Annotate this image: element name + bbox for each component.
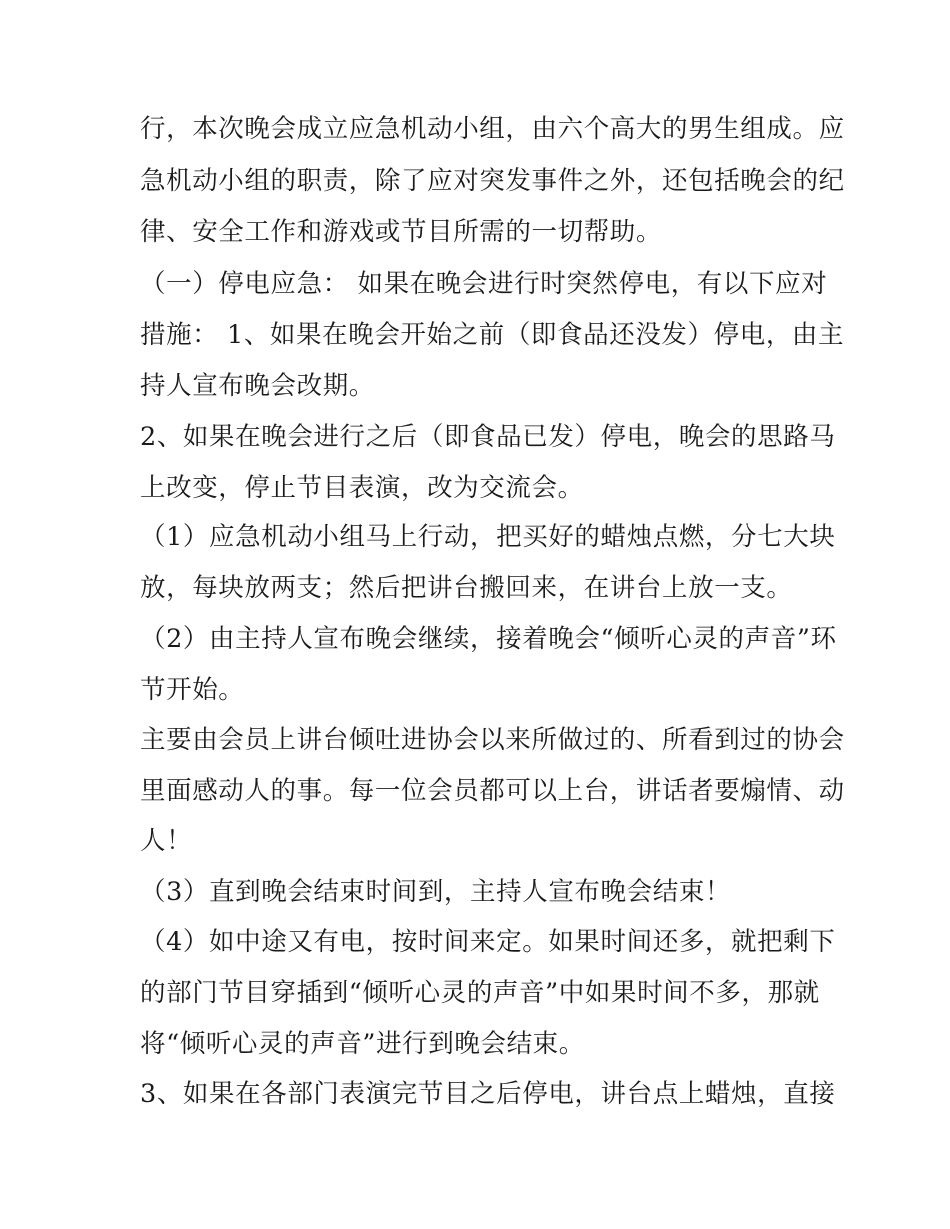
text-line: 行，本次晚会成立应急机动小组，由六个高大的男生组成。应 — [140, 114, 845, 144]
text-line: 放，每块放两支；然后把讲台搬回来，在讲台上放一支。 — [140, 573, 793, 603]
text-line: （3）直到晚会结束时间到，主持人宣布晚会结束！ — [140, 877, 732, 907]
text-line: （4）如中途又有电，按时间来定。如果时间还多，就把剩下 — [140, 927, 836, 957]
text-line: 3、如果在各部门表演完节目之后停电，讲台点上蜡烛，直接 — [140, 1079, 836, 1109]
text-line: （一）停电应急： 如果在晚会进行时突然停电，有以下应对 — [140, 269, 828, 299]
text-line: 里面感动人的事。每一位会员都可以上台，讲话者要煽情、动 — [140, 776, 845, 806]
text-line: 急机动小组的职责，除了应对突发事件之外，还包括晚会的纪 — [140, 166, 845, 196]
text-line: 上改变，停止节目表演，改为交流会。 — [140, 473, 584, 503]
text-line: 律、安全工作和游戏或节目所需的一切帮助。 — [140, 217, 663, 247]
text-line: 主要由会员上讲台倾吐进协会以来所做过的、所看到过的协会 — [140, 725, 845, 755]
text-line: 人！ — [140, 826, 193, 856]
text-line: 持人宣布晚会改期。 — [140, 371, 375, 401]
text-line: 措施： 1、如果在晚会开始之前（即食品还没发）停电，由主 — [140, 320, 845, 350]
text-line: 2、如果在晚会进行之后（即食品已发）停电，晚会的思路马 — [140, 422, 836, 452]
text-line: 的部门节目穿插到“倾听心灵的声音”中如果时间不多，那就 — [140, 978, 820, 1008]
text-line: （2）由主持人宣布晚会继续，接着晚会“倾听心灵的声音”环 — [140, 624, 837, 654]
text-line: 将“倾听心灵的声音”进行到晚会结束。 — [140, 1029, 585, 1059]
text-line: （1）应急机动小组马上行动，把买好的蜡烛点燃，分七大块 — [140, 522, 836, 552]
text-line: 节开始。 — [140, 675, 245, 705]
